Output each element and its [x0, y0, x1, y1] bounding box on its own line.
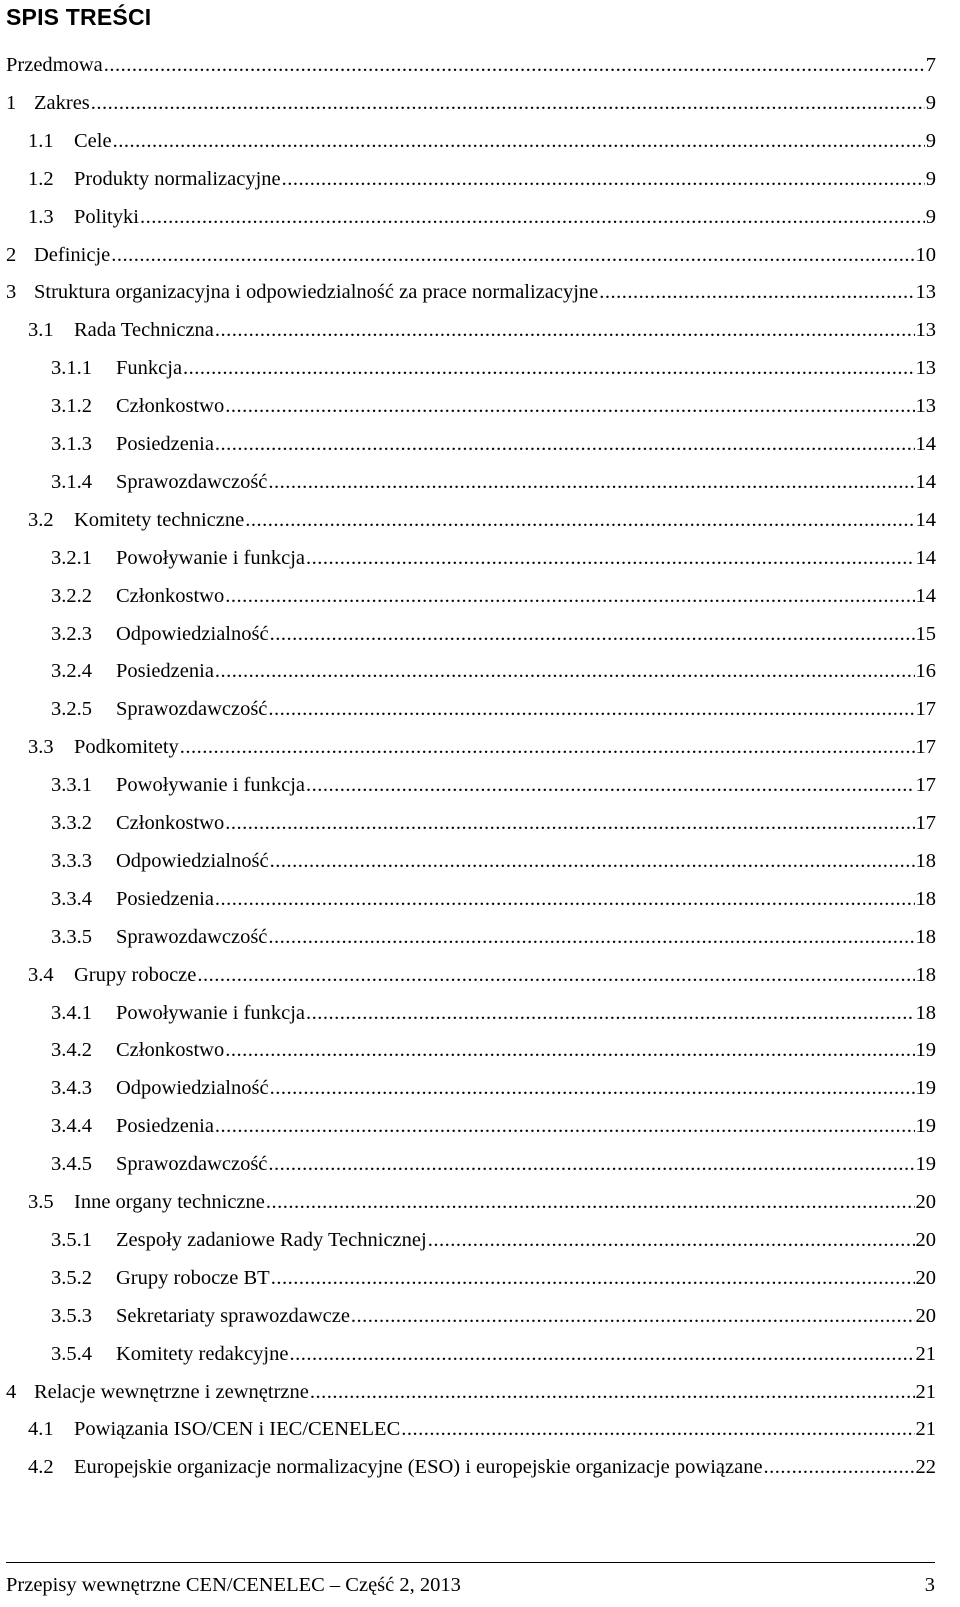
toc-entry-title: Komitety redakcyjne	[116, 1342, 289, 1365]
toc-entry-title: Powoływanie i funkcja	[116, 546, 306, 569]
toc-entry[interactable]	[51, 922, 936, 952]
toc-entry[interactable]	[51, 581, 936, 611]
toc-entry-number: 3.2	[28, 508, 54, 531]
toc-entry-page: 19	[915, 1077, 936, 1100]
toc-entry-page: 18	[915, 925, 936, 948]
toc-entry-title: Sekretariaty sprawozdawcze	[116, 1304, 350, 1327]
footer-document-title: Przepisy wewnętrzne CEN/CENELEC – Część 2, 2013	[6, 1574, 461, 1596]
toc-dot-leader	[245, 505, 914, 535]
toc-entry-number: 3.2.2	[51, 584, 92, 607]
toc-entry[interactable]	[28, 126, 936, 156]
toc-entry-page: 19	[915, 1039, 936, 1062]
page-footer	[6, 1562, 935, 1603]
toc-entry-page: 17	[915, 736, 936, 759]
toc-entry-title: Powoływanie i funkcja	[116, 1001, 306, 1024]
toc-dot-leader	[268, 922, 914, 952]
toc-entry-title: Przedmowa	[6, 54, 103, 76]
toc-entry-number: 3.5.3	[51, 1304, 92, 1327]
toc-entry[interactable]	[6, 1377, 936, 1407]
toc-entry-title: Zespoły zadaniowe Rady Technicznej	[116, 1228, 427, 1251]
toc-entry-number: 1.1	[28, 129, 54, 152]
toc-dot-leader	[215, 1111, 915, 1141]
toc-entry[interactable]	[51, 884, 936, 914]
toc-dot-leader	[428, 1225, 915, 1255]
toc-entry-number: 2	[6, 243, 17, 266]
toc-entry-page: 14	[915, 433, 936, 455]
toc-entry-number: 3.2.1	[51, 546, 92, 569]
toc-entry-title: Produkty normalizacyjne	[74, 167, 281, 190]
toc-entry-page: 20	[915, 1304, 936, 1327]
toc-dot-leader	[268, 467, 914, 497]
toc-entry-page: 13	[915, 281, 936, 304]
toc-entry-number: 3.2.5	[51, 698, 92, 721]
toc-dot-leader	[215, 315, 915, 345]
toc-entry[interactable]	[51, 808, 936, 838]
toc-entry-page: 9	[925, 167, 936, 190]
toc-entry[interactable]	[28, 505, 936, 535]
toc-entry-title: Rada Techniczna	[74, 319, 214, 342]
toc-entry-page: 20	[915, 1266, 936, 1289]
toc-entry-title: Funkcja	[116, 357, 183, 380]
toc-entry-number: 1	[6, 91, 17, 114]
toc-entry-page: 20	[915, 1191, 936, 1213]
toc-entry[interactable]	[28, 960, 936, 990]
toc-entry-page: 9	[925, 205, 936, 228]
toc-entry-page: 17	[915, 812, 936, 834]
toc-dot-leader	[225, 391, 914, 421]
toc-entry-number: 4	[6, 1380, 17, 1403]
toc-dot-leader	[282, 164, 925, 194]
toc-dot-leader	[351, 1301, 915, 1331]
toc-dot-leader	[183, 353, 914, 383]
toc-dot-leader	[225, 581, 914, 611]
toc-entry-page: 18	[915, 1001, 936, 1024]
toc-entry-number: 3.4.1	[51, 1001, 92, 1024]
toc-entry-title: Podkomitety	[74, 736, 179, 759]
toc-entry-page: 18	[915, 887, 936, 910]
toc-entry[interactable]	[51, 353, 936, 383]
toc-entry-number: 3	[6, 281, 17, 304]
toc-entry[interactable]	[51, 467, 936, 497]
toc-entry-title: Członkostwo	[116, 584, 225, 607]
toc-entry-title: Posiedzenia	[116, 433, 214, 455]
toc-entry[interactable]	[51, 770, 936, 800]
toc-entry-number: 3.3.2	[51, 812, 92, 834]
toc-entry-number: 3.3.4	[51, 887, 92, 910]
toc-entry-number: 1.2	[28, 167, 54, 190]
toc-entry-page: 14	[915, 470, 936, 493]
toc-entry-page: 14	[915, 546, 936, 569]
footer-page-number: 3	[924, 1574, 935, 1596]
toc-entry-title: Grupy robocze	[74, 963, 197, 986]
toc-entry-number: 3.5.4	[51, 1342, 92, 1365]
toc-entry-number: 3.4	[28, 963, 54, 986]
toc-dot-leader	[197, 960, 914, 990]
toc-entry-title: Europejskie organizacje normalizacyjne (ESO) i europejskie organizacje powiązane	[74, 1456, 763, 1479]
toc-entry[interactable]	[28, 202, 936, 232]
toc-entry[interactable]	[28, 315, 936, 345]
toc-entry-number: 3.3	[28, 736, 54, 759]
toc-entry-page: 15	[915, 622, 936, 645]
toc-entry-title: Powoływanie i funkcja	[116, 774, 306, 797]
toc-entry-number: 3.1.2	[51, 395, 92, 418]
toc-entry-number: 3.3.1	[51, 774, 92, 797]
toc-entry-page: 14	[915, 584, 936, 607]
toc-entry-page: 13	[915, 319, 936, 342]
toc-entry[interactable]	[51, 543, 936, 573]
toc-entry-page: 10	[915, 243, 936, 266]
toc-dot-leader	[268, 1149, 914, 1179]
toc-entry-page: 21	[915, 1342, 936, 1365]
toc-entry-number: 3.2.4	[51, 660, 92, 683]
toc-entry-number: 3.1.3	[51, 433, 92, 455]
toc-dot-leader	[310, 1377, 915, 1407]
toc-entry[interactable]	[51, 1339, 936, 1369]
toc-dot-leader	[180, 732, 915, 762]
toc-entry[interactable]	[28, 164, 936, 194]
toc-dot-leader	[270, 619, 915, 649]
page-title: SPIS TREŚCI	[6, 4, 152, 30]
toc-dot-leader	[268, 694, 914, 724]
toc-entry-title: Relacje wewnętrzne i zewnętrzne	[34, 1380, 309, 1403]
toc-entry-number: 3.1.4	[51, 470, 92, 493]
toc-entry-page: 13	[915, 357, 936, 380]
toc-entry-page: 9	[925, 129, 936, 152]
toc-entry-number: 3.5	[28, 1191, 54, 1213]
toc-entry-page: 7	[925, 54, 936, 76]
toc-entry-title: Komitety techniczne	[74, 508, 245, 531]
toc-entry[interactable]	[51, 1149, 936, 1179]
toc-entry[interactable]	[51, 1111, 936, 1141]
toc-entry-number: 3.4.2	[51, 1039, 92, 1062]
toc-entry[interactable]	[51, 694, 936, 724]
toc-entry-title: Członkostwo	[116, 395, 225, 418]
toc-dot-leader	[225, 808, 914, 838]
toc-dot-leader	[215, 656, 915, 686]
toc-entry-page: 9	[925, 91, 936, 114]
toc-entry-page: 17	[915, 774, 936, 797]
toc-entry-title: Struktura organizacyjna i odpowiedzialność za prace normalizacyjne	[34, 281, 599, 304]
toc-dot-leader	[215, 429, 915, 459]
toc-dot-leader	[306, 770, 914, 800]
toc-entry-page: 13	[915, 395, 936, 418]
toc-entry[interactable]	[51, 846, 936, 876]
toc-entry-page: 21	[915, 1418, 936, 1441]
toc-entry-title: Członkostwo	[116, 812, 225, 834]
toc-dot-leader	[215, 884, 915, 914]
toc-dot-leader	[289, 1339, 914, 1369]
toc-entry[interactable]	[51, 1301, 936, 1331]
toc-dot-leader	[140, 202, 925, 232]
toc-entry[interactable]	[28, 1414, 936, 1444]
toc-entry[interactable]	[51, 619, 936, 649]
toc-dot-leader	[270, 1073, 915, 1103]
toc-entry[interactable]	[28, 1187, 936, 1217]
toc-entry-page: 19	[915, 1153, 936, 1176]
toc-entry[interactable]	[51, 998, 936, 1028]
toc-dot-leader	[104, 50, 925, 80]
toc-entry-number: 3.5.1	[51, 1228, 92, 1251]
toc-entry-number: 3.5.2	[51, 1266, 92, 1289]
toc-entry[interactable]	[6, 240, 936, 270]
toc-entry-page: 19	[915, 1115, 936, 1138]
toc-entry-title: Inne organy techniczne	[74, 1191, 265, 1213]
toc-entry-title: Cele	[74, 129, 112, 152]
toc-entry-title: Sprawozdawczość	[116, 698, 268, 721]
toc-dot-leader	[91, 88, 925, 118]
toc-entry-page: 14	[915, 508, 936, 531]
toc-entry-number: 3.4.4	[51, 1115, 92, 1138]
toc-entry-title: Sprawozdawczość	[116, 1153, 268, 1176]
toc-dot-leader	[266, 1187, 915, 1217]
toc-entry-title: Odpowiedzialność	[116, 849, 269, 872]
toc-dot-leader	[306, 998, 914, 1028]
toc-entry[interactable]	[28, 732, 936, 762]
toc-entry[interactable]	[28, 1452, 936, 1482]
toc-entry-page: 17	[915, 698, 936, 721]
toc-entry-number: 3.4.5	[51, 1153, 92, 1176]
toc-entry-title: Zakres	[34, 91, 90, 114]
toc-entry[interactable]	[51, 1035, 936, 1065]
toc-entry-title: Definicje	[34, 243, 111, 266]
toc-entry-number: 3.1	[28, 319, 54, 342]
toc-dot-leader	[401, 1414, 914, 1444]
toc-entry[interactable]	[51, 1073, 936, 1103]
toc-entry-page: 21	[915, 1380, 936, 1403]
toc-entry-title: Członkostwo	[116, 1039, 225, 1062]
toc-entry-title: Grupy robocze BT	[116, 1266, 270, 1289]
toc-dot-leader	[306, 543, 914, 573]
toc-entry[interactable]	[51, 1263, 936, 1293]
toc-entry-title: Odpowiedzialność	[116, 1077, 269, 1100]
toc-dot-leader	[764, 1452, 915, 1482]
toc-dot-leader	[111, 240, 914, 270]
toc-entry[interactable]	[51, 391, 936, 421]
toc-entry-number: 4.2	[28, 1456, 54, 1479]
toc-entry-number: 3.1.1	[51, 357, 92, 380]
toc-entry-title: Posiedzenia	[116, 887, 214, 910]
toc-entry-title: Posiedzenia	[116, 1115, 214, 1138]
toc-entry-number: 3.2.3	[51, 622, 92, 645]
toc-dot-leader	[270, 846, 915, 876]
toc-entry-title: Odpowiedzialność	[116, 622, 269, 645]
toc-entry[interactable]	[6, 277, 936, 307]
toc-dot-leader	[225, 1035, 914, 1065]
toc-entry[interactable]	[51, 429, 936, 459]
toc-entry-page: 20	[915, 1228, 936, 1251]
toc-entry-title: Polityki	[74, 205, 139, 228]
toc-entry-page: 16	[915, 660, 936, 683]
toc-entry-title: Sprawozdawczość	[116, 470, 268, 493]
toc-entry-page: 18	[915, 849, 936, 872]
toc-entry[interactable]	[6, 50, 936, 80]
toc-entry-title: Sprawozdawczość	[116, 925, 268, 948]
toc-entry-title: Powiązania ISO/CEN i IEC/CENELEC	[74, 1418, 401, 1441]
toc-entry-title: Posiedzenia	[116, 660, 214, 683]
toc-entry-number: 1.3	[28, 205, 54, 228]
toc-entry-number: 3.3.3	[51, 849, 92, 872]
toc-entry-number: 3.3.5	[51, 925, 92, 948]
toc-entry-number: 3.4.3	[51, 1077, 92, 1100]
toc-entry-page: 22	[915, 1456, 936, 1479]
toc-dot-leader	[599, 277, 914, 307]
toc-entry[interactable]	[51, 1225, 936, 1255]
toc-entry-number: 4.1	[28, 1418, 54, 1441]
toc-dot-leader	[271, 1263, 915, 1293]
toc-entry[interactable]	[51, 656, 936, 686]
toc-dot-leader	[113, 126, 925, 156]
toc-entry-page: 18	[915, 963, 936, 986]
toc-entry[interactable]	[6, 88, 936, 118]
